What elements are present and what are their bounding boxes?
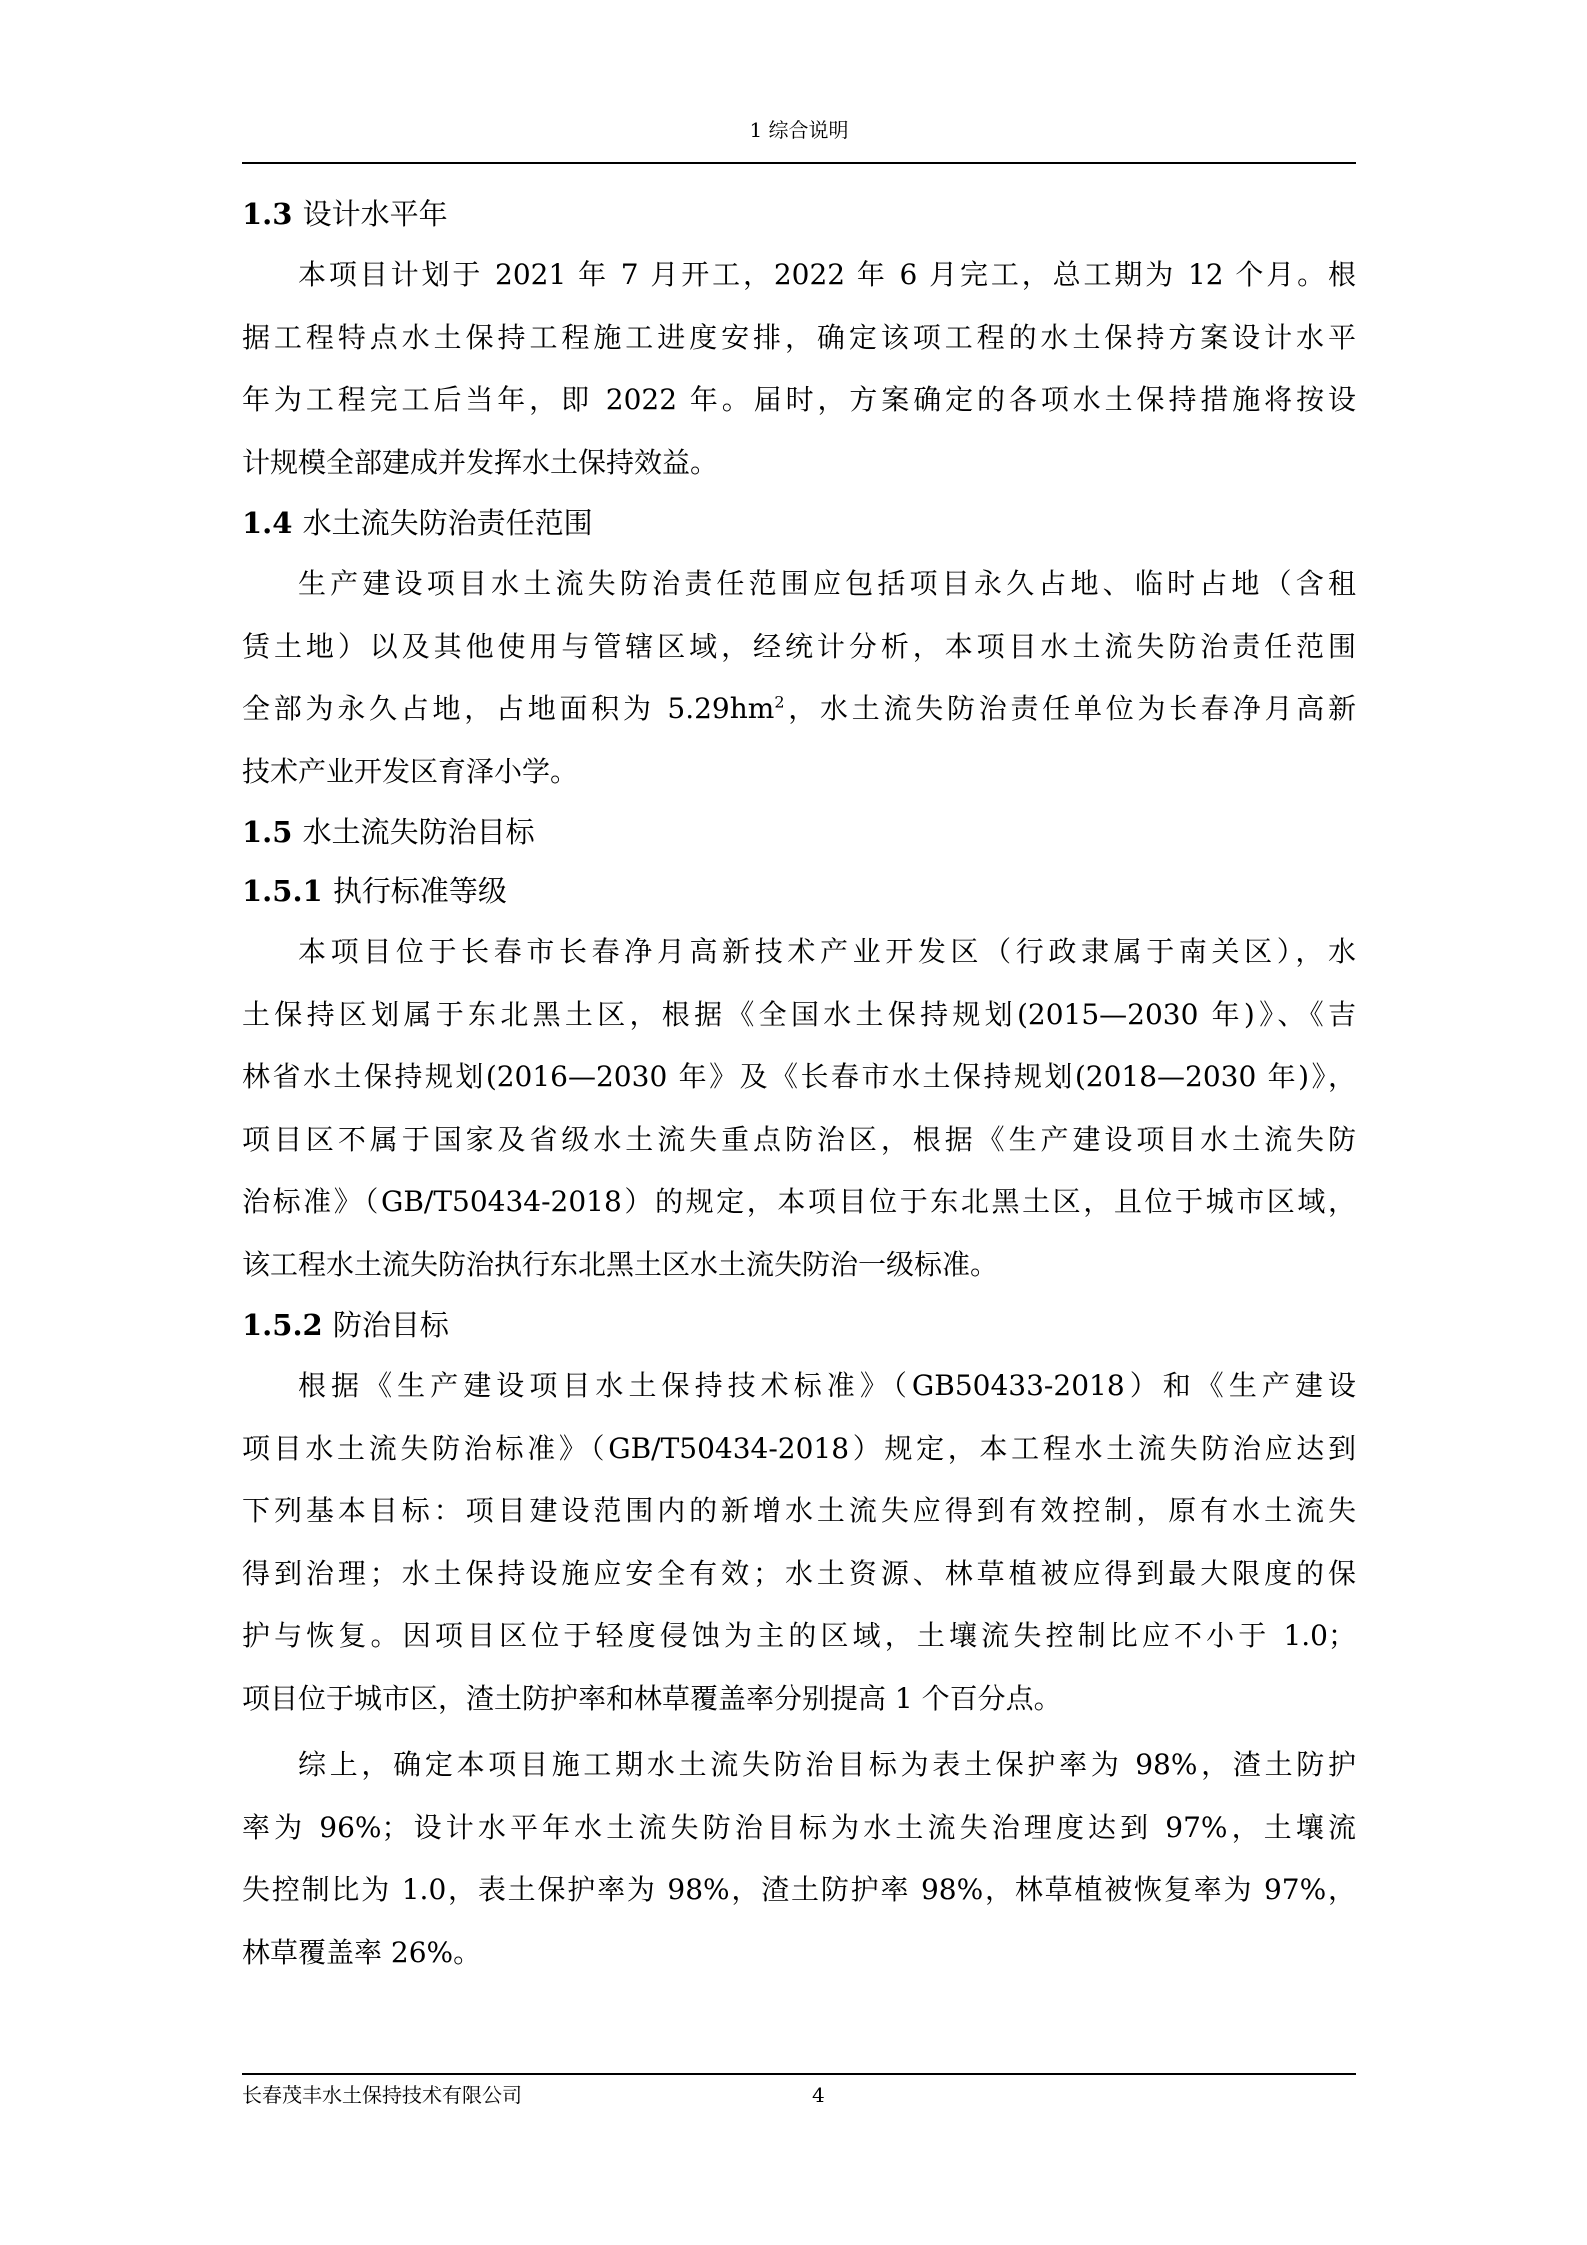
text-line-area	[242, 678, 1356, 741]
text-line: 本项目计划于 2021 年 7 月开工，2022 年 6 月完工，总工期为 12 个月。根	[298, 258, 1356, 291]
text-line: 该工程水土流失防治执行东北黑土区水土流失防治一级标准。	[242, 1247, 999, 1281]
paragraph-standard-level	[242, 921, 1356, 1296]
section-number: 1.5	[242, 815, 293, 849]
section-title: 水土流失防治目标	[302, 815, 535, 849]
document-body	[242, 185, 1356, 1984]
section-number: 1.4	[242, 506, 293, 540]
text-line: 生产建设项目水土流失防治责任范围应包括项目永久占地、临时占地（含租	[298, 567, 1356, 600]
section-number: 1.3	[242, 197, 293, 231]
section-title: 水土流失防治责任范围	[302, 506, 593, 540]
text-line: 本项目位于长春市长春净月高新技术产业开发区（行政隶属于南关区），水	[298, 935, 1356, 968]
text-line: 下列基本目标：项目建设范围内的新增水土流失应得到有效控制，原有水土流失	[242, 1494, 1356, 1527]
section-number: 1.5.2	[242, 1308, 323, 1342]
text-line: 根据《生产建设项目水土保持技术标准》（GB50433-2018）和《生产建设	[298, 1369, 1356, 1402]
text-line: 得到治理；水土保持设施应安全有效；水土资源、林草植被应得到最大限度的保	[242, 1556, 1356, 1590]
text-line: 林草覆盖率 26%。	[242, 1935, 482, 1969]
text-line: 项目水土流失防治标准》（GB/T50434-2018）规定，本工程水土流失防治应达到	[242, 1431, 1356, 1465]
text-line: 护与恢复。因项目区位于轻度侵蚀为主的区域，土壤流失控制比应不小于 1.0；	[242, 1619, 1356, 1652]
text-line: 赁土地）以及其他使用与管辖区域，经统计分析，本项目水土流失防治责任范围	[242, 629, 1356, 663]
paragraph-target-values	[242, 1734, 1356, 1984]
text-line: 失控制比为 1.0，表土保护率为 98%，渣土防护率 98%，林草植被恢复率为 97%，	[242, 1873, 1356, 1906]
text-line: 治标准》（GB/T50434-2018）的规定，本项目位于东北黑土区，且位于城市区域，	[242, 1185, 1356, 1218]
section-title: 防治目标	[332, 1308, 449, 1342]
area-text: 全部为永久占地，占地面积为 5.29hm	[242, 692, 775, 725]
text-line: 项目区不属于国家及省级水土流失重点防治区，根据《生产建设项目水土流失防	[242, 1122, 1356, 1156]
section-heading-1-5-2	[242, 1296, 1356, 1355]
page-header	[242, 112, 1356, 164]
page-footer	[242, 2073, 1356, 2115]
text-line: 土保持区划属于东北黑土区，根据《全国水土保持规划(2015—2030 年)》、《吉	[242, 997, 1356, 1031]
text-line: 技术产业开发区育泽小学。	[242, 754, 579, 788]
section-number: 1.5.1	[242, 874, 323, 908]
text-line: 率为 96%；设计水平年水土流失防治目标为水土流失治理度达到 97%，土壤流	[242, 1810, 1356, 1844]
section-title: 执行标准等级	[332, 874, 507, 908]
footer-company: 长春茂丰水土保持技术有限公司	[242, 2083, 522, 2107]
paragraph-basic-targets	[242, 1355, 1356, 1730]
paragraph-design-year	[242, 244, 1356, 494]
text-line: 据工程特点水土保持工程施工进度安排，确定该项工程的水土保持方案设计水平	[242, 320, 1356, 354]
text-line: 计规模全部建成并发挥水土保持效益。	[242, 445, 719, 479]
area-superscript: 2	[774, 692, 785, 712]
area-text-rest: ，水土流失防治责任单位为长春净月高新	[784, 692, 1356, 725]
section-heading-1-5	[242, 803, 1356, 862]
text-line: 项目位于城市区，渣土防护率和林草覆盖率分别提高 1 个百分点。	[242, 1681, 1062, 1715]
section-heading-1-4	[242, 494, 1356, 553]
section-title: 设计水平年	[302, 197, 448, 231]
header-title: 1 综合说明	[749, 118, 849, 142]
paragraph-responsibility-scope	[242, 553, 1356, 803]
text-line: 年为工程完工后当年，即 2022 年。届时，方案确定的各项水土保持措施将按设	[242, 383, 1356, 416]
section-heading-1-5-1	[242, 862, 1356, 921]
text-line: 林省水土保持规划(2016—2030 年》及《长春市水土保持规划(2018—2030 年)》，	[242, 1060, 1356, 1093]
section-heading-1-3	[242, 185, 1356, 244]
page-number: 4	[812, 2083, 825, 2107]
text-line: 综上，确定本项目施工期水土流失防治目标为表土保护率为 98%，渣土防护	[298, 1748, 1356, 1781]
